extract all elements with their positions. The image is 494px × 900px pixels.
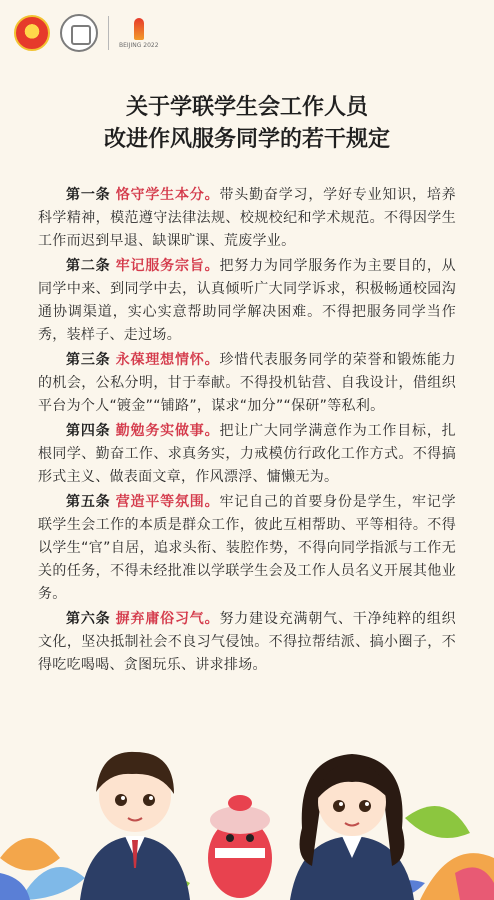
article-text: 把让广大同学满意作为工作目标，扎根同学、勤奋工作、求真务实，力戒模仿行政化工作方式。不得搞形式主义、做表面文章，作风漂浮、慵懒无为。 [38,423,456,485]
article-3 [38,349,456,418]
leaf-icon [405,806,470,838]
page-title [0,92,494,156]
youth-league-logo [14,15,50,51]
article-text: 珍惜代表服务同学的荣誉和锻炼能力的机会，公私分明，甘于奉献。不得投机钻营、自我设计，借组织平台为个人“镀金”“铺路”，谋求“加分”“保研”等私利。 [38,352,456,414]
logo-bar [14,14,159,52]
article-number: 第一条 [66,187,111,203]
boy-figure [80,752,190,900]
games-logo-text: BEIJING 2022 [119,41,159,49]
article-4 [38,420,456,489]
article-1 [38,184,456,253]
leaf-icon [0,873,30,900]
school-seal-logo [60,14,98,52]
article-text: 努力建设充满朝气、干净纯粹的组织文化，坚决抵制社会不良习气侵蚀。不得拉帮结派、搞小圈子，不得吃吃喝喝、贪图玩乐、讲求排场。 [38,611,456,673]
article-text: 把努力为同学服务作为主要目的，从同学中来、到同学中去，认真倾听广大同学诉求，积极畅通校园沟通协调渠道，实心实意帮助同学解决困难。不得把服务同学当作秀，装样子、走过场。 [38,258,456,343]
leaf-icon [0,838,60,871]
article-text: 带头勤奋学习，学好专业知识，培养科学精神，模范遵守法律法规、校规校纪和学术规范。不得因学生工作而迟到早退、缺课旷课、荒废学业。 [38,187,456,249]
article-number: 第四条 [66,423,111,439]
title-line-2: 改进作风服务同学的若干规定 [103,127,390,152]
article-heading: 恪守学生本分。 [115,187,220,203]
article-text: 牢记自己的首要身份是学生，牢记学联学生会工作的本质是群众工作，彼此互相帮助、平等相待。不得以学生“官”自居，追求头衔、装腔作势，不得向同学指派与工作无关的任务，不得未经批准以学联学生会及工作人员名义开展其他业务。 [38,494,456,602]
article-number: 第二条 [66,258,111,274]
logo-divider [108,16,109,50]
title-line-1: 关于学联学生会工作人员 [125,95,368,120]
article-heading: 勤勉务实做事。 [115,423,220,439]
article-heading: 营造平等氛围。 [115,494,220,510]
article-heading: 摒弃庸俗习气。 [115,611,220,627]
article-heading: 牢记服务宗旨。 [115,258,220,274]
article-5 [38,491,456,606]
article-number: 第三条 [66,352,111,368]
article-6 [38,608,456,677]
article-2 [38,255,456,347]
mascot-figure [208,795,272,898]
regulations-body [38,184,456,679]
olympic-games-logo [119,18,159,49]
torch-icon [134,18,144,40]
article-number: 第五条 [66,494,111,510]
article-number: 第六条 [66,611,111,627]
girl-figure [290,754,414,900]
article-heading: 永葆理想情怀。 [115,352,220,368]
cartoon-illustration [0,708,494,900]
leaf-icon [20,867,85,900]
